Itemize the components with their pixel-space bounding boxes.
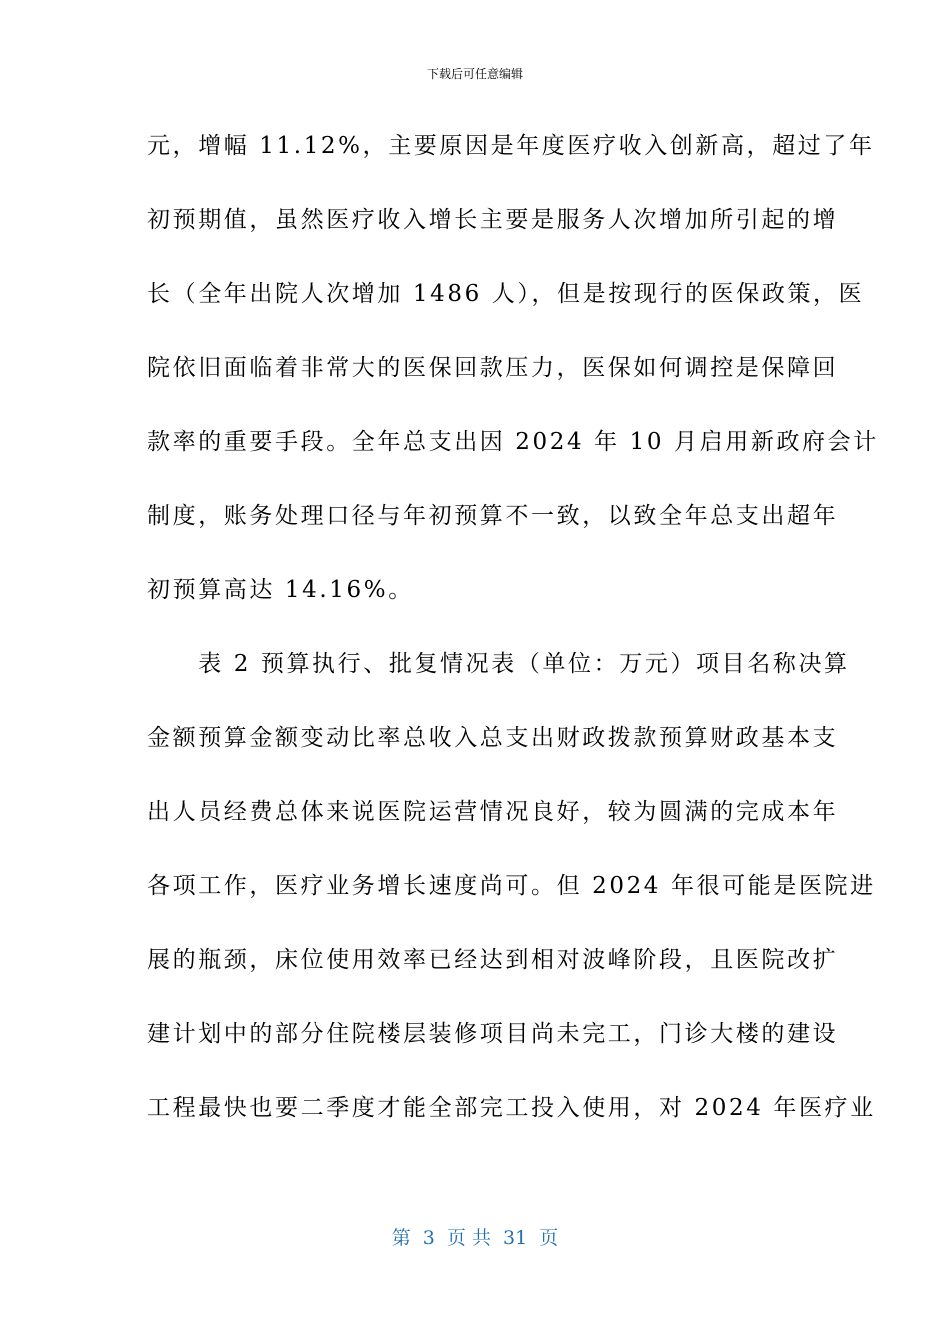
body-line: 表 2 预算执行、批复情况表（单位：万元）项目名称决算 [147, 651, 850, 677]
body-line: 出人员经费总体来说医院运营情况良好，较为圆满的完成本年 [147, 799, 839, 825]
body-line: 初预算高达 14.16%。 [147, 577, 414, 603]
page-header: 下载后可任意编辑 [426, 67, 523, 81]
body-line: 金额预算金额变动比率总收入总支出财政拨款预算财政基本支 [147, 725, 839, 751]
document-body [147, 126, 879, 1162]
body-line: 初预期值，虽然医疗收入增长主要是服务人次增加所引起的增 [147, 207, 839, 233]
body-line: 建计划中的部分住院楼层装修项目尚未完工，门诊大楼的建设 [147, 1021, 839, 1047]
body-line: 元，增幅 11.12%，主要原因是年度医疗收入创新高，超过了年 [147, 133, 875, 159]
body-line: 各项工作，医疗业务增长速度尚可。但 2024 年很可能是医院进 [147, 873, 876, 899]
body-line: 长（全年出院人次增加 1486 人），但是按现行的医保政策，医 [147, 281, 865, 307]
body-line: 工程最快也要二季度才能全部完工投入使用，对 2024 年医疗业 [147, 1095, 876, 1121]
body-line: 制度，账务处理口径与年初预算不一致，以致全年总支出超年 [147, 503, 839, 529]
body-line: 院依旧面临着非常大的医保回款压力，医保如何调控是保障回 [147, 355, 839, 381]
body-line: 展的瓶颈，床位使用效率已经达到相对波峰阶段，且医院改扩 [147, 947, 839, 973]
page-number-footer: 第 3 页 共 31 页 [391, 1227, 559, 1249]
body-line: 款率的重要手段。全年总支出因 2024 年 10 月启用新政府会计 [147, 429, 879, 455]
